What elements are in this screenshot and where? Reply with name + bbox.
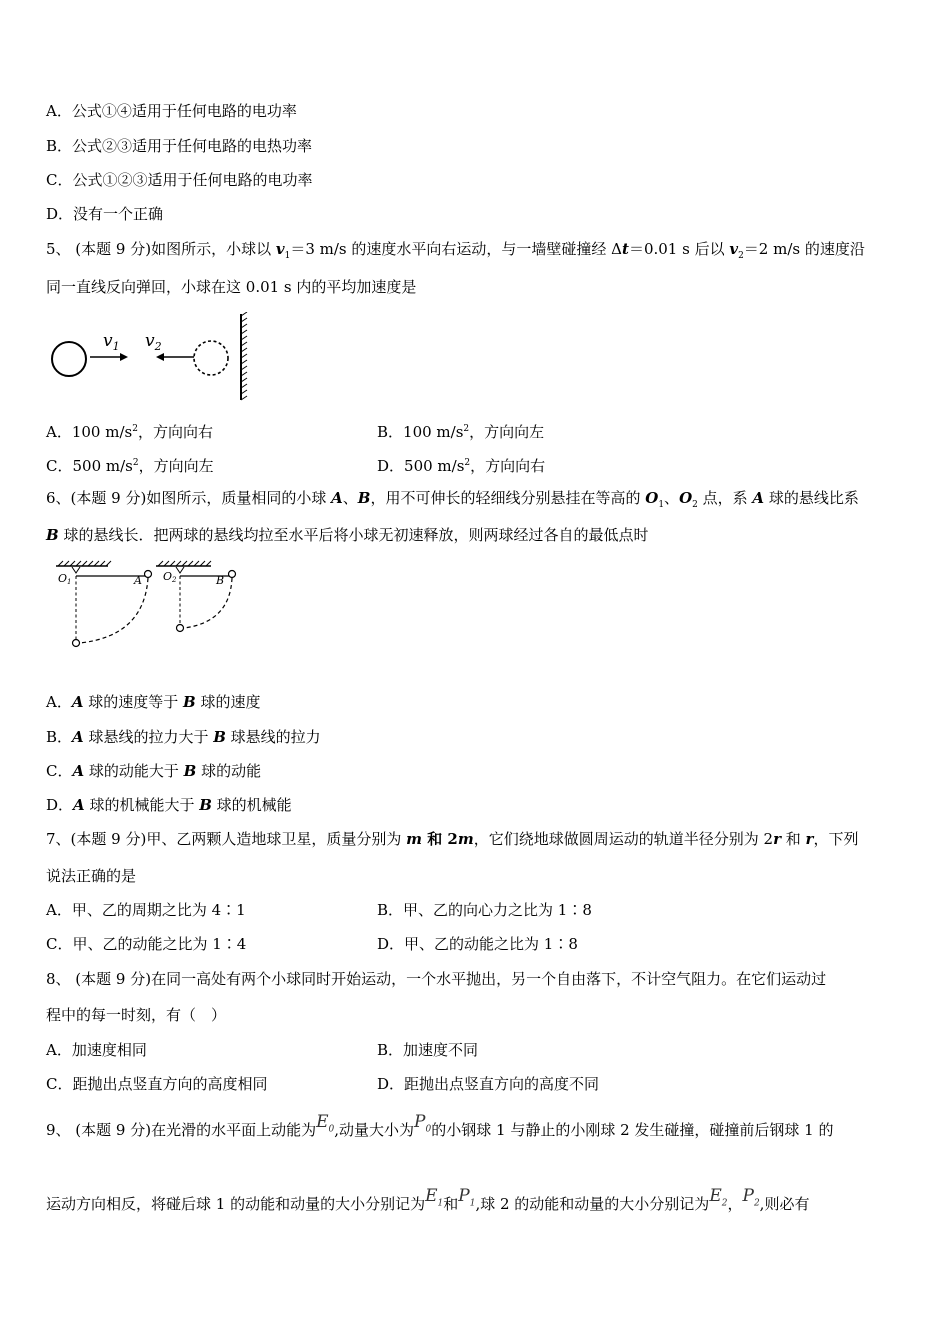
q6-label-a: A <box>134 574 142 587</box>
q8-option-c: C．距抛出点竖直方向的高度相同 <box>46 1075 268 1093</box>
q5-v1: v <box>275 240 285 258</box>
q8-stem-line1: 8、 (本题 9 分)在同一高处有两个小球同时开始运动，一个水平抛出，另一个自由落下，不计空气阻力。在它们运动过 <box>46 970 827 988</box>
q9-symbol-e1: $E_1$ <box>425 1186 444 1209</box>
q5-text-a: 5、 (本题 9 分)如图所示，小球以 <box>46 240 276 258</box>
q5-figure <box>46 312 256 404</box>
q6-label-o2: O2 <box>163 570 177 584</box>
q6-ball-a-top <box>145 571 152 578</box>
q6-label-o1: O1 <box>58 572 72 586</box>
q5-option-a: A．100 $m/s^2$，方向向右 <box>46 423 213 441</box>
q5-text-b: ＝3 m/s 的速度水平向右运动，与一墙壁碰撞经 Δ <box>290 240 622 258</box>
q5-option-d: D．500 $m/s^2$，方向向右 <box>377 457 546 475</box>
q5-v2: v <box>729 240 739 258</box>
q4-option-b: B．公式②③适用于任何电路的电热功率 <box>46 137 313 155</box>
q5-text-c: ＝0.01 s 后以 <box>628 240 730 258</box>
q9-symbol-p2: $P_2$ <box>742 1186 760 1209</box>
q5-v1-sub: 1 <box>284 251 291 261</box>
q6-option-a: A．A 球的速度等于 B 球的速度 <box>46 693 261 711</box>
q9-symbol-p1: $P_1$ <box>458 1186 476 1209</box>
q5-option-b: B．100 $m/s^2$，方向向左 <box>377 423 545 441</box>
q5-arrow-v2-head <box>156 353 164 361</box>
q8-option-a: A．加速度相同 <box>46 1041 147 1059</box>
q7-option-a: A．甲、乙的周期之比为 4∶1 <box>46 901 246 919</box>
q6-ball-b-top <box>229 571 236 578</box>
q6-ball-b-bottom <box>177 625 184 632</box>
q6-arc-b <box>184 578 232 628</box>
q9-symbol-p0: $P_0$ <box>414 1112 432 1135</box>
q5-v2-sub: 2 <box>738 251 744 261</box>
q5-option-c: C．500 $m/s^2$，方向向左 <box>46 457 214 475</box>
q6-arc-a <box>80 578 148 643</box>
q4-option-c: C．公式①②③适用于任何电路的电功率 <box>46 171 313 189</box>
q5-text-d: ＝2 m/s 的速度沿 <box>743 240 865 258</box>
q5-arrow-v1-head <box>120 353 128 361</box>
q7-stem-line2: 说法正确的是 <box>46 867 137 885</box>
q8-option-d: D．距抛出点竖直方向的高度不同 <box>377 1075 600 1093</box>
q6-option-b: B．A 球悬线的拉力大于 B 球悬线的拉力 <box>46 728 321 746</box>
q7-option-d: D．甲、乙的动能之比为 1∶8 <box>377 935 578 953</box>
q6-pivot-o2 <box>176 567 184 573</box>
q7-option-b: B．甲、乙的向心力之比为 1∶8 <box>377 901 592 919</box>
q5-stem-line1 <box>46 239 865 266</box>
q6-stem-line1: 6、(本题 9 分)如图所示，质量相同的小球 A、B，用不可伸长的轻细线分别悬挂在等高的 $O_1$、$O_2$ 点，系 A 球的悬线比系 <box>46 489 859 510</box>
q6-figure <box>46 558 246 650</box>
q8-option-b: B．加速度不同 <box>377 1041 479 1059</box>
q9-symbol-e0: $E_0$ <box>316 1112 335 1135</box>
q4-option-d: D．没有一个正确 <box>46 205 164 223</box>
q5-ball-solid <box>52 342 86 376</box>
q6-pivot-o1 <box>72 567 80 573</box>
q9-stem-line1: 9、 (本题 9 分)在光滑的水平面上动能为$E_0$,动量大小为$P_0$的小钢球 1 与静止的小刚球 2 发生碰撞，碰撞前后钢球 1 的 <box>46 1112 834 1139</box>
q9-symbol-e2: $E_2$ <box>709 1186 728 1209</box>
q6-stem-line2: B 球的悬线长．把两球的悬线均拉至水平后将小球无初速释放，则两球经过各自的最低点时 <box>46 526 649 544</box>
q4-option-a: A．公式①④适用于任何电路的电功率 <box>46 102 297 120</box>
q5-ball-dashed <box>194 341 228 375</box>
q8-stem-line2: 程中的每一时刻，有（ ） <box>46 1006 227 1024</box>
q9-stem-line2: 运动方向相反，将碰后球 1 的动能和动量的大小分别记为$E_1$和$P_1$,球 2 的动能和动量的大小分别记为$E_2$，$P_2$,则必有 <box>46 1186 810 1213</box>
q6-label-b: B <box>216 574 225 587</box>
q7-option-c: C．甲、乙的动能之比为 1∶4 <box>46 935 247 953</box>
q6-option-d: D．A 球的机械能大于 B 球的机械能 <box>46 796 292 814</box>
q5-fig-label-v2: $v_2$ <box>145 331 162 353</box>
q7-stem-line1: 7、(本题 9 分)甲、乙两颗人造地球卫星，质量分别为 m 和 2m，它们绕地球做圆周运动的轨道半径分别为 2r 和 r，下列 <box>46 830 859 848</box>
q6-ball-a-bottom <box>73 640 80 647</box>
q5-stem-line2: 同一直线反向弹回，小球在这 0.01 s 内的平均加速度是 <box>46 278 417 296</box>
q5-fig-label-v1: $v_1$ <box>103 331 120 353</box>
q5-t: t <box>622 240 629 258</box>
q6-option-c: C．A 球的动能大于 B 球的动能 <box>46 762 262 780</box>
